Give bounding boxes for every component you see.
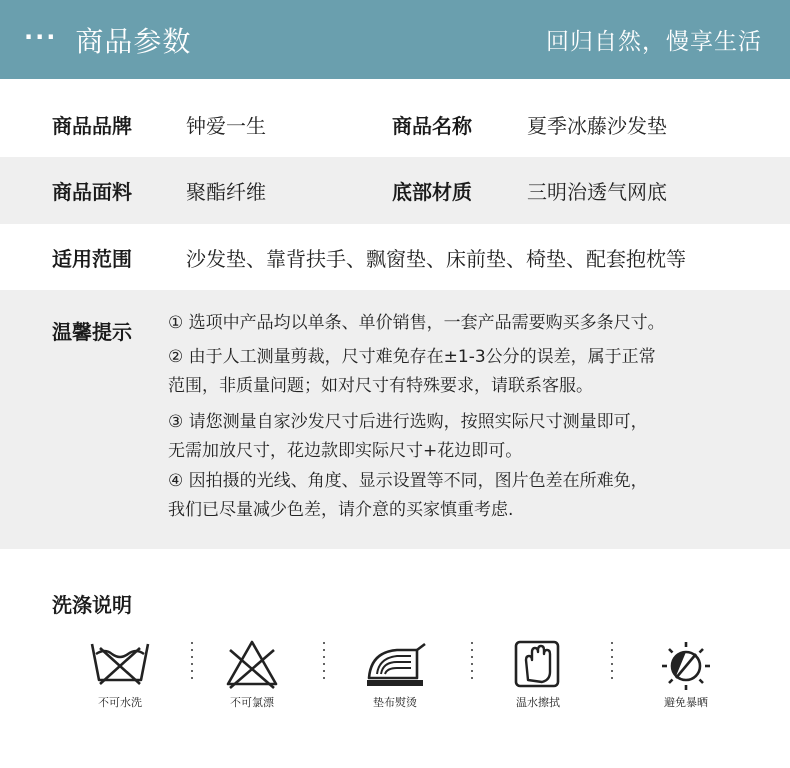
- param-key: 适用范围: [52, 247, 132, 271]
- dotted-separator: [470, 642, 474, 686]
- care-item-no-wash: [70, 632, 170, 712]
- tip-line: 我们已尽量减少色差，请介意的买家慎重考虑.: [168, 500, 514, 520]
- dotted-separator: [610, 642, 614, 686]
- param-value: 三明治透气网底: [527, 180, 667, 204]
- tips-section: [0, 290, 790, 549]
- care-item-iron: [345, 632, 445, 712]
- param-value: 钟爱一生: [186, 114, 266, 138]
- param-key: 商品面料: [52, 180, 132, 204]
- tip-line: ④ 因拍摄的光线、角度、显示设置等不同，图片色差在所难免，: [168, 471, 648, 491]
- banner-title: 商品参数: [75, 24, 192, 58]
- banner-left: [24, 20, 191, 60]
- param-row-3: [0, 224, 790, 291]
- tip-line: 范围，非质量问题；如对尺寸有特殊要求，请联系客服。: [168, 376, 593, 396]
- param-value: 沙发垫、靠背扶手、飘窗垫、床前垫、椅垫、配套抱枕等: [186, 247, 686, 271]
- header-banner: [0, 0, 790, 79]
- param-row-1: [0, 91, 790, 158]
- param-key: 商品品牌: [52, 114, 132, 138]
- care-label: 温水擦拭: [516, 696, 560, 709]
- tip-line: ③ 请您测量自家沙发尺寸后进行选购，按照实际尺寸测量即可，: [168, 412, 648, 432]
- care-label: 避免暴晒: [664, 696, 708, 709]
- tip-line: ① 选项中产品均以单条、单价销售，一套产品需要购买多条尺寸。: [168, 313, 665, 333]
- care-label: 垫布熨烫: [373, 696, 417, 709]
- care-label: 不可水洗: [98, 696, 142, 709]
- care-item-wipe: [488, 632, 588, 712]
- no-bleach-icon: [224, 638, 280, 690]
- param-row-2: [0, 157, 790, 224]
- iron-with-cloth-icon: [363, 638, 427, 690]
- care-item-no-sun: [636, 632, 736, 712]
- no-wash-icon: [88, 638, 152, 690]
- banner-dots: ···: [24, 22, 58, 51]
- banner-slogan: 回归自然，慢享生活: [546, 29, 762, 55]
- dotted-separator: [322, 642, 326, 686]
- tip-line: ② 由于人工测量剪裁，尺寸难免存在±1-3公分的误差，属于正常: [168, 347, 656, 367]
- care-item-no-bleach: [202, 632, 302, 712]
- tips-label: 温馨提示: [52, 320, 132, 344]
- dotted-separator: [190, 642, 194, 686]
- tip-line: 无需加放尺寸，花边款即实际尺寸+花边即可。: [168, 441, 523, 461]
- param-key: 商品名称: [392, 114, 472, 138]
- param-value: 夏季冰藤沙发垫: [527, 114, 667, 138]
- no-sun-icon: [658, 638, 714, 694]
- care-label: 不可氯漂: [230, 696, 274, 709]
- param-key: 底部材质: [392, 180, 472, 204]
- care-title: 洗涤说明: [52, 593, 132, 617]
- param-value: 聚酯纤维: [186, 180, 266, 204]
- hand-wipe-icon: [512, 638, 564, 690]
